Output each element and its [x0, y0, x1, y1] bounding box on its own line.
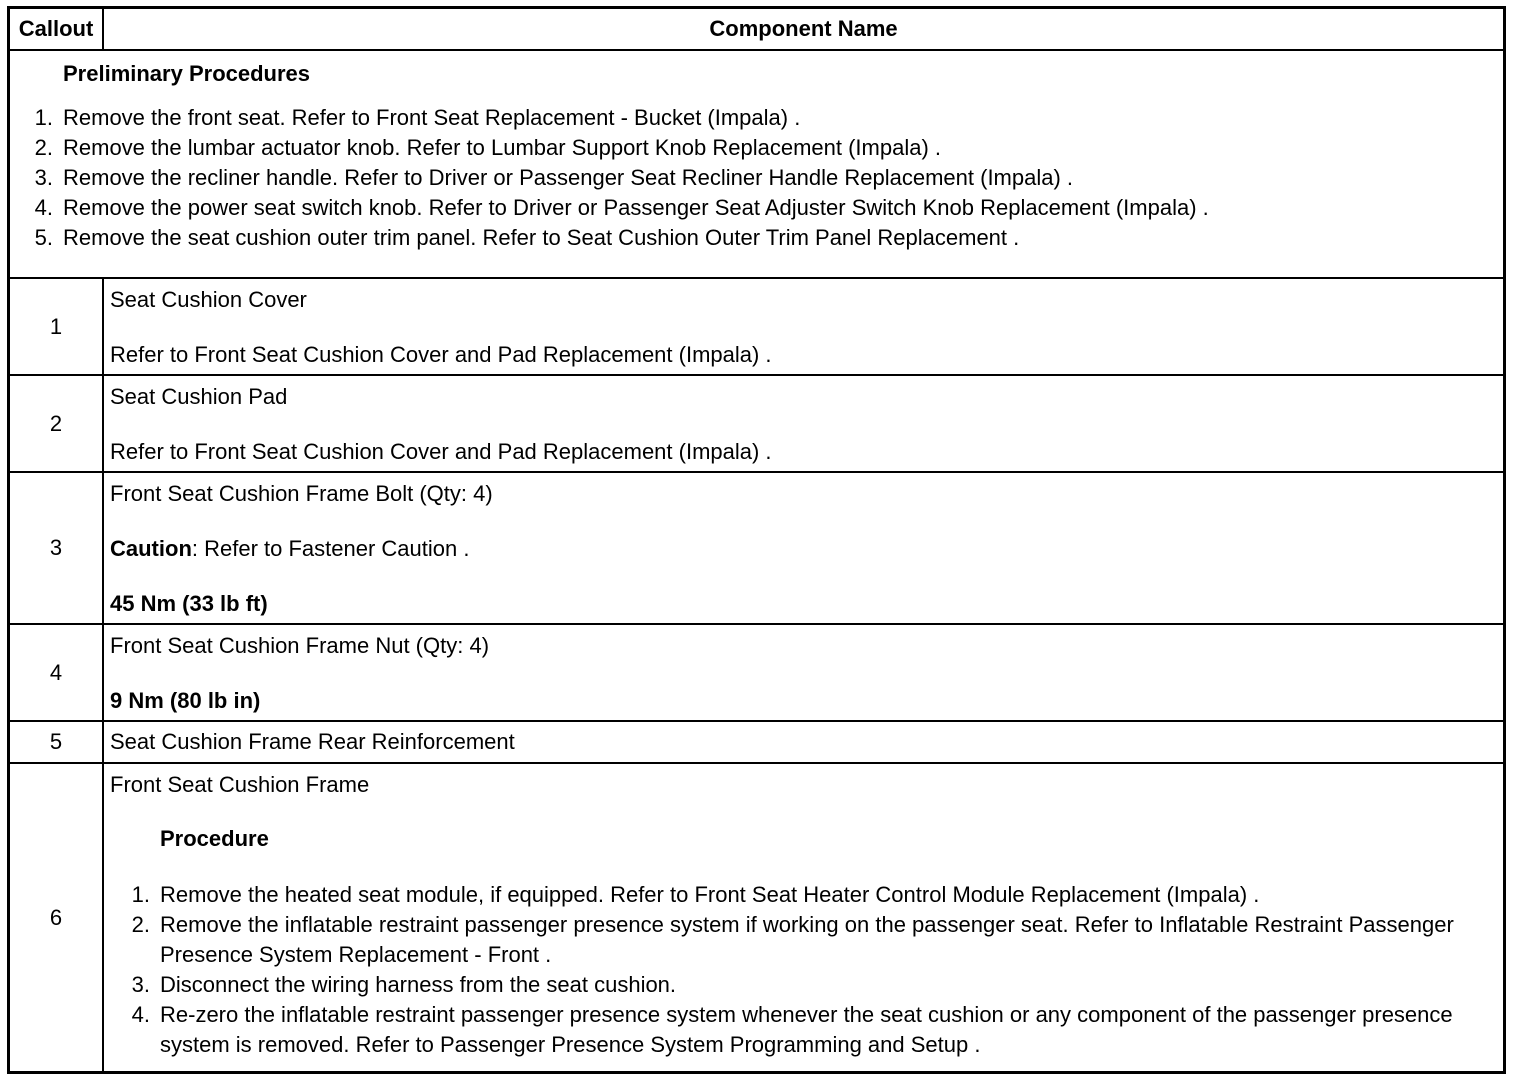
preliminary-procedures — [10, 50, 1503, 278]
step-text: Re-zero the inflatable restraint passenger presence system whenever the seat cushion or any component of the passenger presence system is removed. Refer to Passenger Presence System Programming and Setup . — [160, 1002, 1453, 1057]
step-text: Disconnect the wiring harness from the seat cushion. — [160, 972, 677, 997]
procedure-section — [110, 826, 1497, 1060]
component-name: Seat Cushion Cover — [110, 287, 307, 312]
table-row — [10, 375, 1503, 472]
torque-spec: 9 Nm (80 lb in) — [110, 688, 261, 713]
step-number: 1. — [131, 882, 150, 907]
callout-number: 3 — [10, 472, 103, 624]
callout-number: 5 — [10, 721, 103, 763]
step-number: 2. — [131, 912, 150, 937]
table-header-row — [10, 9, 1503, 50]
table-row — [10, 763, 1503, 1071]
component-cell — [103, 472, 1503, 624]
step-text: Remove the front seat. Refer to Front Seat Replacement - Bucket (Impala) . — [63, 105, 801, 130]
caution-note — [110, 536, 1497, 562]
component-cell — [103, 721, 1503, 763]
step-text: Remove the lumbar actuator knob. Refer to Lumbar Support Knob Replacement (Impala) . — [63, 135, 942, 160]
component-name: Seat Cushion Frame Rear Reinforcement — [110, 729, 515, 754]
torque-spec: 45 Nm (33 lb ft) — [110, 591, 268, 616]
callout-number: 1 — [10, 278, 103, 375]
table-row — [10, 472, 1503, 624]
callout-number: 6 — [10, 763, 103, 1071]
component-reference: Refer to Front Seat Cushion Cover and Pad Replacement (Impala) . — [110, 342, 772, 367]
step-number: 1. — [34, 105, 53, 130]
step-number: 3. — [34, 165, 53, 190]
table-row — [10, 624, 1503, 721]
component-cell — [103, 763, 1503, 1071]
step-number: 5. — [34, 225, 53, 250]
list-item — [110, 880, 1497, 910]
table-row — [10, 721, 1503, 763]
list-item — [10, 133, 1503, 163]
component-table-container — [7, 6, 1506, 1074]
procedure-title: Procedure — [160, 826, 269, 851]
step-text: Remove the recliner handle. Refer to Driver or Passenger Seat Recliner Handle Replacement (Impala) . — [63, 165, 1074, 190]
step-text: Remove the seat cushion outer trim panel. Refer to Seat Cushion Outer Trim Panel Replacement . — [63, 225, 1020, 250]
list-item — [110, 970, 1497, 1000]
step-number: 3. — [131, 972, 150, 997]
list-item — [10, 103, 1503, 133]
component-cell — [103, 278, 1503, 375]
step-number: 4. — [131, 1002, 150, 1027]
component-name: Seat Cushion Pad — [110, 384, 288, 409]
component-reference: Refer to Front Seat Cushion Cover and Pad Replacement (Impala) . — [110, 439, 772, 464]
step-text: Remove the heated seat module, if equipped. Refer to Front Seat Heater Control Module Replacement (Impala) . — [160, 882, 1260, 907]
component-name: Front Seat Cushion Frame — [110, 772, 370, 797]
list-item — [10, 223, 1503, 253]
callout-number: 4 — [10, 624, 103, 721]
callout-header: Callout — [10, 9, 103, 50]
component-cell — [103, 624, 1503, 721]
list-item — [10, 193, 1503, 223]
component-table — [10, 9, 1503, 1071]
component-cell — [103, 375, 1503, 472]
list-item — [110, 1000, 1497, 1060]
procedure-steps — [110, 880, 1497, 1060]
list-item — [10, 163, 1503, 193]
component-name: Front Seat Cushion Frame Nut (Qty: 4) — [110, 633, 490, 658]
step-number: 4. — [34, 195, 53, 220]
preliminary-steps — [10, 103, 1503, 253]
caution-text: : Refer to Fastener Caution . — [191, 536, 470, 561]
callout-number: 2 — [10, 375, 103, 472]
step-number: 2. — [34, 135, 53, 160]
component-name: Front Seat Cushion Frame Bolt (Qty: 4) — [110, 481, 493, 506]
preliminary-row — [10, 50, 1503, 278]
step-text: Remove the power seat switch knob. Refer to Driver or Passenger Seat Adjuster Switch Knob Replacement (Impala) . — [63, 195, 1209, 220]
component-name-header: Component Name — [103, 9, 1503, 50]
caution-label: Caution — [110, 536, 192, 561]
preliminary-title: Preliminary Procedures — [63, 61, 311, 86]
step-text: Remove the inflatable restraint passenger presence system if working on the passenger seat. Refer to Inflatable Restraint Passenger Presence System Replacement - Front . — [160, 912, 1454, 967]
list-item — [110, 910, 1497, 970]
table-row — [10, 278, 1503, 375]
